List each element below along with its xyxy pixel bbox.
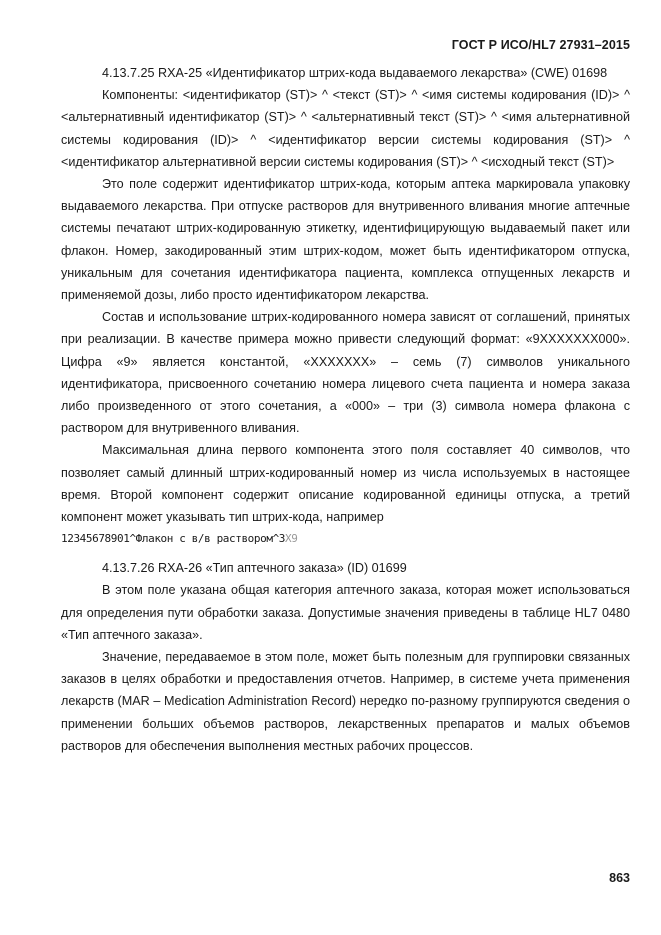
section-heading-rxa-25: 4.13.7.25 RXA-25 «Идентификатор штрих-кода выдаваемого лекарства» (CWE) 01698	[102, 66, 608, 80]
code-example-main: 12345678901^Флакон с в/в раствором^3	[61, 532, 286, 546]
body-paragraph: Это поле содержит идентификатор штрих-кода, которым аптека маркировала упаковку выдаваемого лекарства. При отпуске растворов для внутривенного вливания многие аптечные системы печатают штрих-кодированную этикетку, идентифицирующую выдаваемый пакет или флакон. Номер, закодированный этим штрих-кодом, может быть идентификатором отпуска, уникальным для сочетания идентификатора пациента, комплекса отпущенных лекарств и применяемой дозы, либо просто идентификатором лекарства.	[61, 177, 630, 303]
body-paragraph: В этом поле указана общая категория аптечного заказа, которая может использоваться для определения пути обработки заказа. Допустимые значения приведены в таблице HL7 0480 «Тип аптечного заказа».	[61, 583, 630, 642]
code-example	[61, 528, 630, 550]
section-heading-rxa-26: 4.13.7.26 RXA-26 «Тип аптечного заказа» (ID) 01699	[102, 561, 407, 576]
page-number: 863	[609, 871, 630, 885]
body-paragraph: Максимальная длина первого компонента этого поля составляет 40 символов, что позволяет самый длинный штрих-кодированный номер из числа используемых в настоящее время. Второй компонент содержит описание кодированной единицы отпуска, а третий компонент может указывать тип штрих-кода, например	[61, 443, 630, 525]
code-example-tail: X9	[285, 532, 298, 546]
components-paragraph: Компоненты: <идентификатор (ST)> ^ <текст (ST)> ^ <имя системы кодирования (ID)> ^ <альтернативный идентификатор (ST)> ^ <альтернативный текст (ST)> ^ <имя альтернативной системы кодирования (ID)> ^ <идентификатор версии системы кодирования (ST)> ^ <идентификатор альтернативной версии системы кодирования (ST)> ^ <исходный текст (ST)>	[61, 88, 630, 169]
body-paragraph: Значение, передаваемое в этом поле, может быть полезным для группировки связанных заказов в целях обработки и предоставления отчетов. Например, в системе учета применения лекарств (MAR – Medication Administration Record) нередко по-разному группируются сведения о применении больших объемов растворов, лекарственных препаратов и малых объемов растворов для обеспечения выполнения местных рабочих процессов.	[61, 650, 630, 753]
document-body	[61, 62, 630, 757]
page-header: ГОСТ Р ИСО/HL7 27931–2015	[451, 38, 630, 52]
body-paragraph: Состав и использование штрих-кодированного номера зависят от соглашений, принятых при реализации. В качестве примера можно привести следующий формат: «9XXXXXXX000». Цифра «9» является константой, «XXXXXXX» – семь (7) символов уникального идентификатора, присвоенного сочетанию номера лицевого счета пациента и номера заказа либо произведенного от этого сочетания, а «000» – три (3) символа номера флакона с раствором для внутривенного вливания.	[61, 310, 630, 436]
